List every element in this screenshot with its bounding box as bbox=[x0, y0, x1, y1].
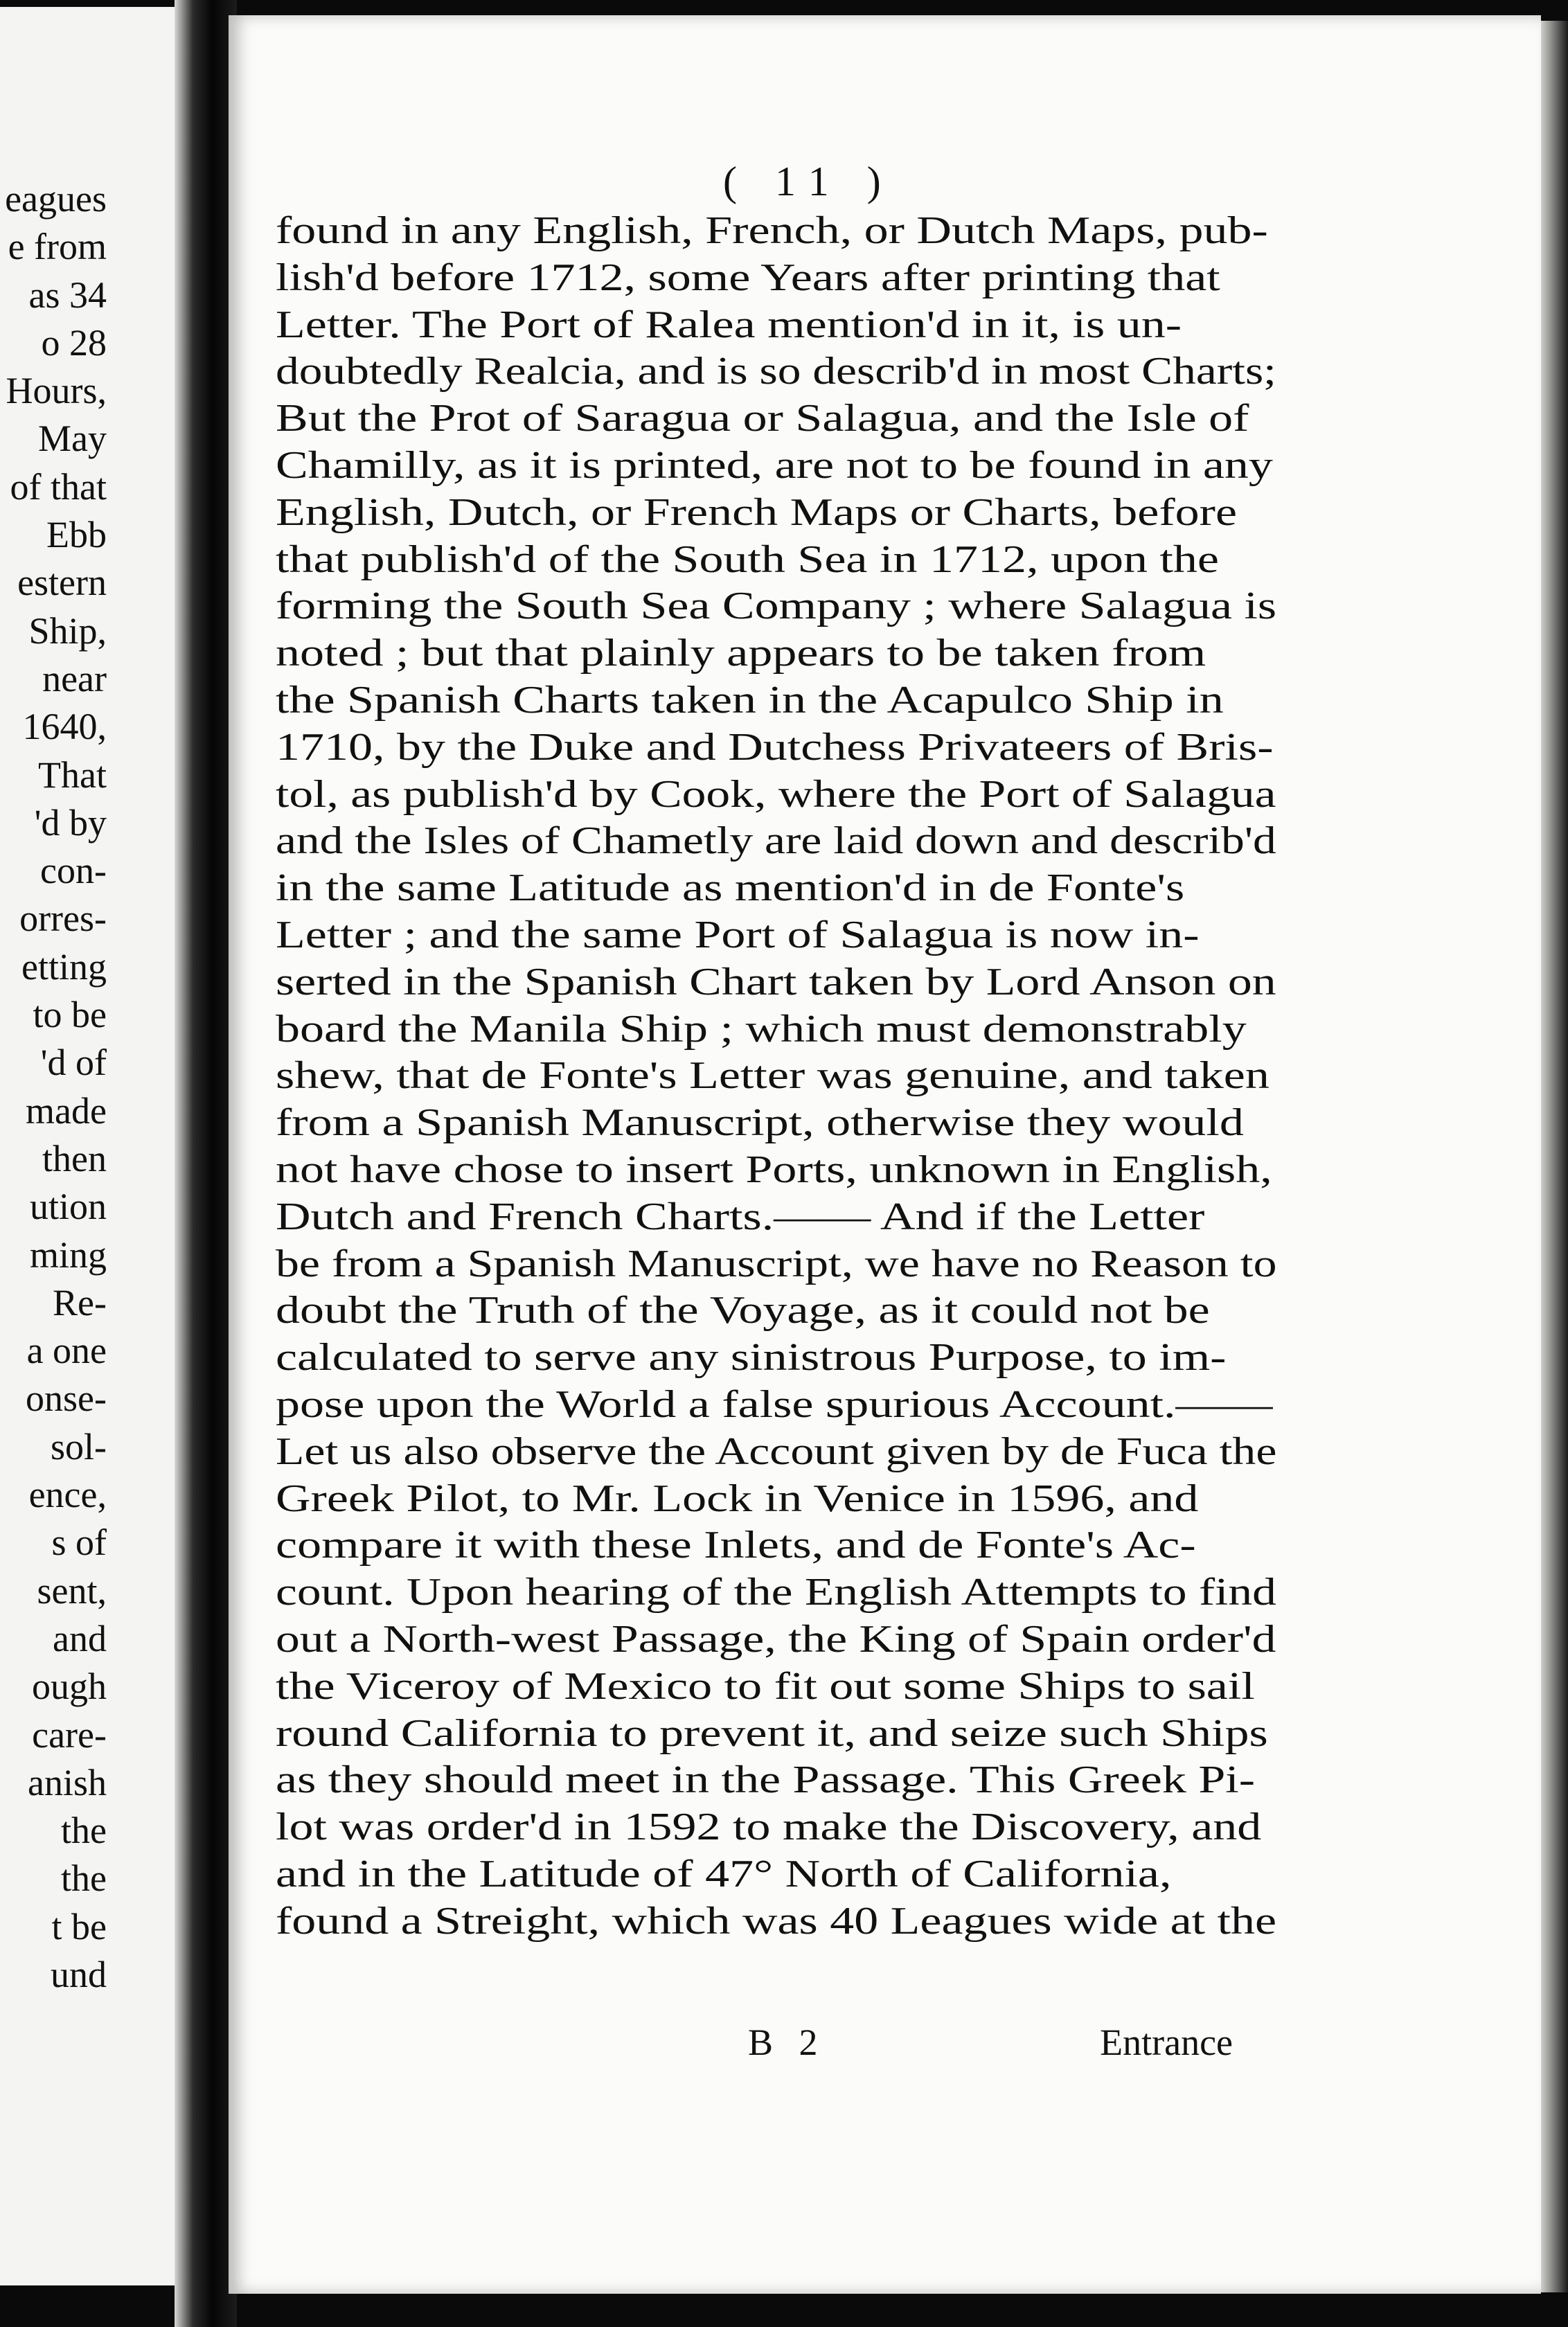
text-line: the Spanish Charts taken in the Acapulco Ship in bbox=[276, 678, 1224, 722]
left-page-text bbox=[5, 175, 107, 1999]
text-line: shew, that de Fonte's Letter was genuine, and taken bbox=[276, 1054, 1269, 1098]
left-page-fragment: eagues bbox=[5, 178, 107, 220]
page-footer bbox=[748, 2021, 1233, 2064]
text-line: Letter ; and the same Port of Salagua is now in- bbox=[276, 913, 1200, 956]
left-page-fragment: of that bbox=[10, 465, 107, 508]
left-page-fragment: and bbox=[53, 1617, 107, 1659]
left-page-fragment: Ship, bbox=[28, 609, 107, 652]
catchword: Entrance bbox=[1100, 2022, 1233, 2063]
text-line: found in any English, French, or Dutch Maps, pub- bbox=[276, 209, 1268, 252]
text-line: But the Prot of Saragua or Salagua, and the Isle of bbox=[276, 397, 1249, 440]
left-page-fragment: as 34 bbox=[28, 274, 107, 316]
text-line: English, Dutch, or French Maps or Charts, before bbox=[276, 490, 1238, 534]
text-line: doubt the Truth of the Voyage, as it could not be bbox=[276, 1289, 1210, 1332]
text-line: out a North-west Passage, the King of Spain order'd bbox=[276, 1617, 1276, 1661]
left-page-fragment: a one bbox=[26, 1330, 107, 1372]
left-page-fragment: then bbox=[42, 1137, 107, 1179]
left-page-fragment: anish bbox=[28, 1761, 107, 1803]
text-line: and the Isles of Chametly are laid down and describ'd bbox=[276, 819, 1276, 863]
left-page-fragment: o 28 bbox=[41, 321, 107, 364]
text-line: forming the South Sea Company ; where Salagua is bbox=[276, 585, 1277, 628]
left-page-fragment: That bbox=[38, 754, 107, 796]
left-page-fragment: 'd of bbox=[40, 1042, 107, 1084]
text-line: board the Manila Ship ; which must demonstrably bbox=[276, 1007, 1247, 1051]
text-line: the Viceroy of Mexico to fit out some Ships to sail bbox=[276, 1664, 1255, 1708]
left-page-fragment: care- bbox=[32, 1713, 107, 1756]
page-edge bbox=[1541, 21, 1568, 2292]
text-line: serted in the Spanish Chart taken by Lord Anson on bbox=[276, 960, 1276, 1004]
body-text bbox=[276, 208, 1276, 1945]
left-page-fragment: Hours, bbox=[6, 370, 107, 412]
left-page-fragment: to be bbox=[33, 994, 107, 1036]
left-page-fragment: onse- bbox=[26, 1378, 107, 1420]
left-page-fragment: s of bbox=[51, 1522, 107, 1564]
left-page-fragment: orres- bbox=[19, 898, 107, 940]
left-page-fragment: the bbox=[61, 1857, 107, 1900]
left-page-fragment: made bbox=[26, 1089, 107, 1132]
text-line: as they should meet in the Passage. This Greek Pi- bbox=[276, 1758, 1256, 1802]
text-line: Dutch and French Charts.—— And if the Letter bbox=[276, 1195, 1205, 1238]
left-page-fragment: 1640, bbox=[22, 706, 107, 748]
text-line: pose upon the World a false spurious Account.—— bbox=[276, 1382, 1273, 1426]
left-page-fragment: the bbox=[61, 1810, 107, 1852]
text-line: in the same Latitude as mention'd in de Fonte's bbox=[276, 866, 1185, 910]
left-page-fragment: ution bbox=[29, 1186, 107, 1228]
text-line: 1710, by the Duke and Dutchess Privateers of Bris- bbox=[276, 725, 1274, 769]
text-line: Greek Pilot, to Mr. Lock in Venice in 1596, and bbox=[276, 1477, 1199, 1520]
book-gutter bbox=[175, 0, 237, 2327]
text-line: noted ; but that plainly appears to be taken from bbox=[276, 632, 1206, 675]
text-line: calculated to serve any sinistrous Purpose, to im- bbox=[276, 1336, 1227, 1380]
text-line: Let us also observe the Account given by de Fuca the bbox=[276, 1429, 1277, 1473]
left-page-fragment: e from bbox=[8, 226, 107, 268]
text-line: and in the Latitude of 47° North of California, bbox=[276, 1852, 1172, 1896]
left-page-fragment: sent, bbox=[37, 1569, 107, 1612]
left-page-fragment: ence, bbox=[28, 1474, 107, 1516]
left-page-fragment: Re- bbox=[53, 1281, 107, 1323]
left-page-fragment: und bbox=[51, 1953, 107, 1995]
text-line: doubtedly Realcia, and is so describ'd in most Charts; bbox=[276, 350, 1276, 393]
left-page-fragment: sol- bbox=[51, 1425, 107, 1468]
left-page-fragment: ough bbox=[32, 1666, 107, 1708]
left-page-fragment: ming bbox=[29, 1233, 107, 1276]
signature-mark: B 2 bbox=[748, 2022, 826, 2063]
text-line: count. Upon hearing of the English Attempts to find bbox=[276, 1571, 1276, 1614]
text-line: found a Streight, which was 40 Leagues wide at the bbox=[276, 1899, 1277, 1943]
text-line: compare it with these Inlets, and de Fonte's Ac- bbox=[276, 1524, 1196, 1567]
text-line: tol, as publish'd by Cook, where the Port of Salagua bbox=[276, 772, 1276, 816]
left-page-fragment: con- bbox=[40, 850, 107, 892]
text-line: Letter. The Port of Ralea mention'd in it, is un- bbox=[276, 303, 1182, 346]
page-header: ( 11 ) bbox=[723, 159, 895, 204]
left-page-fragment: etting bbox=[21, 945, 107, 988]
text-line: lot was order'd in 1592 to make the Discovery, and bbox=[276, 1806, 1262, 1849]
text-line: Chamilly, as it is printed, are not to be found in any bbox=[276, 443, 1273, 487]
text-line: be from a Spanish Manuscript, we have no Reason to bbox=[276, 1242, 1277, 1285]
left-page-fragment: near bbox=[42, 657, 107, 699]
text-line: not have chose to insert Ports, unknown in English, bbox=[276, 1148, 1272, 1191]
text-line: round California to prevent it, and seize such Ships bbox=[276, 1711, 1268, 1755]
text-line: from a Spanish Manuscript, otherwise they would bbox=[276, 1101, 1244, 1145]
left-page-fragment: May bbox=[38, 418, 107, 460]
text-line: that publish'd of the South Sea in 1712, upon the bbox=[276, 537, 1219, 581]
text-line: lish'd before 1712, some Years after printing that bbox=[276, 256, 1220, 299]
left-page-fragment: estern bbox=[17, 562, 107, 604]
left-page-fragment: Ebb bbox=[46, 514, 107, 556]
left-page-fragment: 'd by bbox=[34, 801, 107, 844]
left-page-fragment: t be bbox=[51, 1905, 107, 1947]
